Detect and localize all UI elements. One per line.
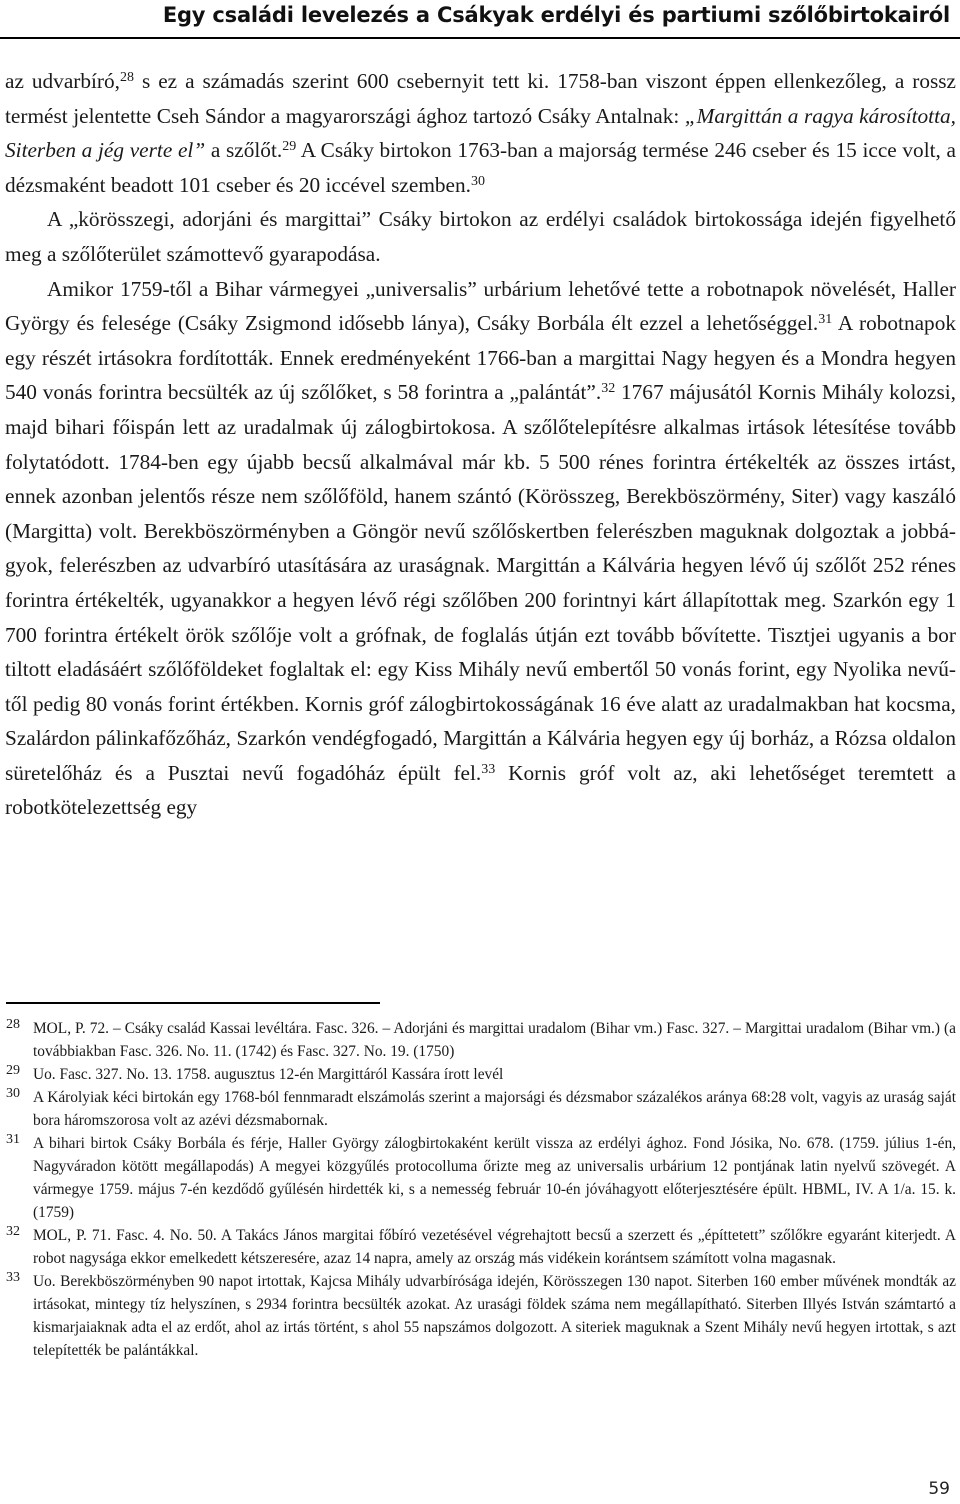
footnote-text: A bihari birtok Csáky Borbála és férje, Haller György zálogbirtokaként került vissza az erdélyi ághoz. Fond Jósika, No. 678. (1759. július 1-én, Nagyváradon kötött megállapodás) A megyei közgyűlés protocolluma őrizte meg az universalis urbárium 12 pontjának latin nyelvű szövegét. A vármegye 1759. május 7-én kezdődő gyűlésén hirdették ki, s a nemesség február 10-én jóváhagyott előterjesztésére épült. HBML, IV. A 1/a. 15. k. (1759) — [33, 1135, 956, 1221]
footnote-33 — [6, 1270, 956, 1362]
paragraph-2 — [5, 202, 956, 271]
paragraph-3-text: Kornis gróf volt az, aki lehetőséget teremtett a robotkötelezettség egy — [5, 760, 956, 820]
footnote-number: 28 — [6, 1017, 20, 1032]
footnote-text: MOL, P. 72. – Csáky család Kassai levéltára. Fasc. 326. – Adorjáni és margittai uradalom (Bihar vm.) Fasc. 327. – Margittai uradalom (Bihar vm.) (a továbbiakban Fasc. 326. No. 11. (1742) és Fasc. 327. No. 19. (1750) — [33, 1020, 956, 1060]
footnote-29 — [6, 1063, 956, 1086]
footnote-ref-32[interactable]: 32 — [601, 381, 616, 397]
footnote-28 — [6, 1017, 956, 1063]
running-head-title: Egy családi levelezés a Csákyak erdélyi és partiumi szőlőbirtokairól — [162, 3, 950, 27]
paragraph-3 — [5, 272, 956, 826]
footnote-ref-30[interactable]: 30 — [470, 173, 485, 189]
footnote-32 — [6, 1224, 956, 1270]
footnote-ref-29[interactable]: 29 — [282, 139, 297, 155]
paragraph-1-text: a szőlőt. — [205, 138, 283, 163]
footnote-30 — [6, 1086, 956, 1132]
paragraph-1-text: az udvarbíró, — [5, 69, 120, 93]
header-rule — [0, 37, 960, 39]
footnotes-section — [6, 1017, 956, 1362]
main-body-text — [5, 64, 956, 825]
footnote-number: 32 — [6, 1224, 20, 1239]
page-number: 59 — [928, 1479, 950, 1499]
footnote-text: MOL, P. 71. Fasc. 4. No. 50. A Takács János margitai főbíró vezetésével végrehajtott becsű a szerzett és „építtetett” szőlőkre egyaránt kiterjedt. A robot nagysága ekkor emelkedett kétszeresére, azaz 14 napra, amely az ország más vidékein korántsem számított volna magasnak. — [33, 1227, 956, 1267]
paragraph-3-text: Amikor 1759-től a Bihar vármegyei „universalis” urbárium lehetővé tette a robotnapok növelését, Haller György és felesége (Csáky Zsigmond idősebb lánya), Csáky Borbála élt ezzel a lehetőséggel. — [5, 276, 956, 336]
paragraph-1-text: s ez a számadás szerint 600 csebernyit tett ki. 1758-ban viszont éppen ellenkezőleg, a rossz termést jelentette Cseh Sándor a magyarországi ághoz tartozó Csáky Antalnak: — [5, 69, 956, 128]
footnote-31 — [6, 1132, 956, 1224]
footnote-text: A Károlyiak kéci birtokán egy 1768-ból fennmaradt elszámolás szerint a majorsági és dézsmabor százalékos aránya 68:28 volt, vagyis az uraság saját bora háromszorosa volt az azévi dézsmabornak. — [33, 1089, 956, 1129]
paragraph-2-text: A „körösszegi, adorjáni és margittai” Csáky birtokon az erdélyi családok birtokossága idején figyelhető meg a szőlőterület számottevő gyarapodása. — [5, 207, 956, 266]
footnote-separator — [6, 1002, 380, 1004]
quote-italic: „Margittán a ragya károsította, Siterben a jég verte el” — [5, 103, 956, 163]
footnote-number: 29 — [6, 1063, 20, 1078]
footnote-ref-28[interactable]: 28 — [120, 70, 134, 85]
footnote-ref-31[interactable]: 31 — [818, 312, 833, 328]
footnote-number: 33 — [6, 1270, 20, 1285]
paragraph-1 — [5, 64, 956, 202]
footnote-text: Uo. Fasc. 327. No. 13. 1758. augusztus 12-én Margittáról Kassára írott levél — [33, 1066, 504, 1083]
paragraph-3-text: A robotnapok egy részét irtásokra fordították. Ennek eredményeként 1766-ban a margittai Nagy hegyen és a Mondra hegyen 540 vonás forintra becsülték az új szőlőket, s 58 forintra a „palántát”. — [5, 311, 957, 405]
footnote-number: 31 — [6, 1132, 20, 1147]
paragraph-1-text: A Csáky birtokon 1763-ban a majorság termése 246 cseber és 15 icce volt, a dézsmaként beadott 101 cseber és 20 iccével szemben. — [5, 138, 957, 197]
paragraph-3-text: 1767 májusától Kornis Mihály kolozsi, majd bihari főispán lett az uradalmak új zálogbirtokosa. A szőlőtelepítésre alkalmas irtások létesítése tovább folytatódott. 1784-ben egy újabb becsű alkalmával már kb. 5 500 rénes forintra értékelték az összes irtást, ennek azonban jelentős része nem szőlőföld, hanem szántó (Körösszeg, Berekböszörmény, Siter) vagy kaszáló (Margitta) volt. Berekböszörményben a Göngör nevű szőlőskertben felerészben maguknak dolgoztak a jobbágyok, felerészben az udvarbíró utasítására az uraságnak. Margittán a Kálvária hegyen lévő új szőlőt 252 rénes forintra értékelték, ugyanakkor a hegyen lévő régi szőlőben 200 forintnyi kárt állapítottak meg. Szarkón egy 1 700 forintra értékelt örök szőlője volt a grófnak, de foglalás útján ezt tovább bővítette. Tisztjei ugyanis a bor tiltott eladásáért szőlőföldeket foglaltak el: egy Kiss Mihály nevű embertől 50 vonás forint, egy Nyolika nevűtől pedig 80 vonás forint értékben. Kornis gróf zálogbirtokosságának 16 éve alatt az uradalmakban hat kocsma, Szalárdon pálinkafőzőház, Szarkón vendégfogadó, Margittán a Kálvária hegyen egy új borház, a Rózsa oldalon süretelőház és a Pusztai nevű fogadóház épült fel. — [5, 380, 957, 785]
footnote-ref-33[interactable]: 33 — [481, 761, 496, 777]
footnote-text: Uo. Berekböszörményben 90 napot irtottak, Kajcsa Mihály udvarbírósága idején, Körösszegen 130 napot. Siterben 160 ember művének mondták az irtásokat, mintegy tíz helyszínen, s 2934 forintra becsülték azokat. Az urasági földek száma nem megállapítható. Siterben Illyés István számtartó a kismarjaiaknak adta el az erdőt, ahol az irtás történt, s ahol 55 napszámos dolgozott. A siteriek maguknak a Szent Mihály nevű hegyen irtottak, s azt telepítették be palántákkal. — [33, 1273, 956, 1359]
footnote-number: 30 — [6, 1086, 20, 1101]
